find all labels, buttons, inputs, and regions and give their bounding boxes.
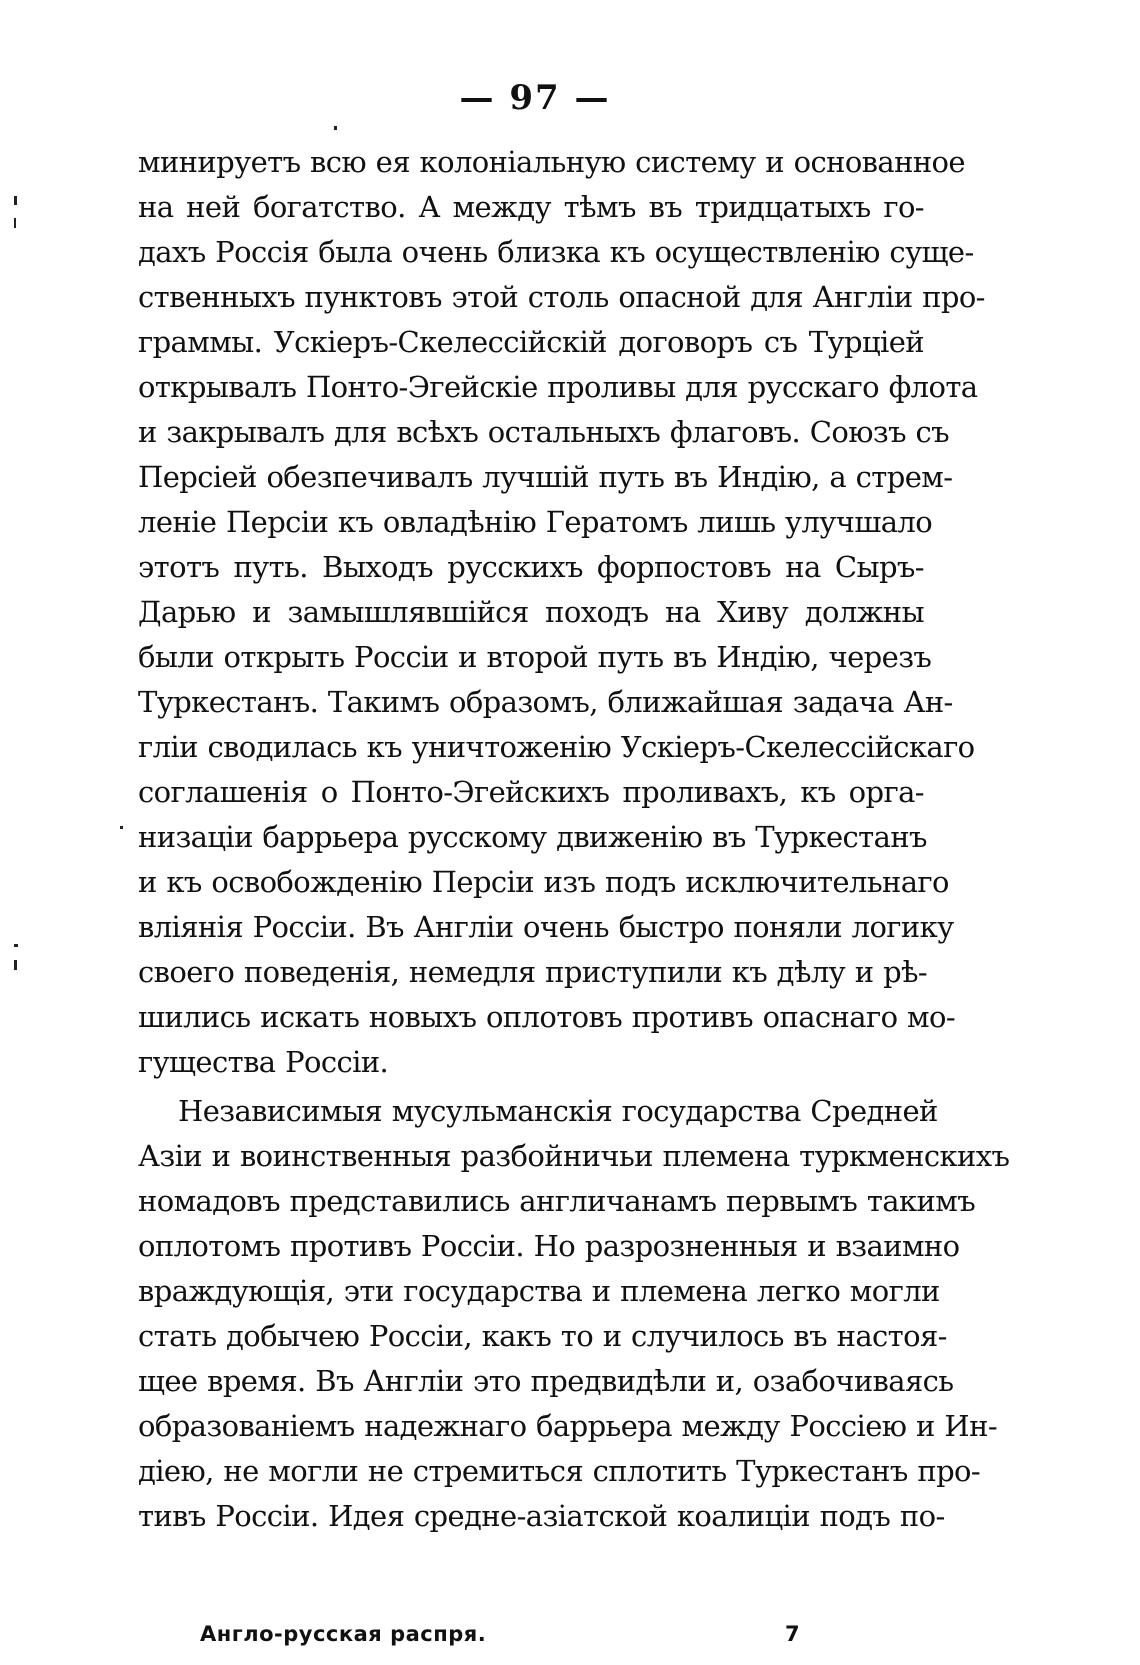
text-line: тивъ Россіи. Идея средне-азіатской коалиціи подъ по-	[138, 1499, 945, 1533]
text-line: Азіи и воинственныя разбойничьи племена туркменскихъ	[138, 1139, 1010, 1173]
text-line: низаціи баррьера русскому движенію въ Туркестанъ	[138, 820, 927, 854]
text-line: ственныхъ пунктовъ этой столь опасной для Англіи про-	[138, 280, 985, 314]
footer-book-title: Англо-русская распря.	[200, 1622, 487, 1646]
text-line: образованіемъ надежнаго баррьера между Россіею и Ин-	[138, 1409, 998, 1443]
text-line: гущества Россіи.	[138, 1045, 389, 1079]
text-line: Дарью и замышлявшійся походъ на Хиву должны	[138, 595, 924, 629]
text-line: гліи сводилась къ уничтоженію Ускіеръ-Скелессійскаго	[138, 730, 975, 764]
text-line: стать добычею Россіи, какъ то и случилось въ настоя-	[138, 1319, 947, 1353]
text-line: открывалъ Понто-Эгейскіе проливы для русскаго флота	[138, 370, 978, 404]
text-line: граммы. Ускіеръ-Скелессійскій договоръ съ Турціей	[138, 325, 924, 359]
text-line: враждующія, эти государства и племена легко могли	[138, 1274, 940, 1308]
scan-speck	[120, 826, 123, 829]
text-line: своего поведенія, немедля приступили къ дѣлу и рѣ-	[138, 955, 928, 989]
scan-speck	[14, 944, 18, 947]
text-line: леніе Персіи къ овладѣнію Гератомъ лишь улучшало	[138, 505, 933, 539]
text-line: на ней богатство. А между тѣмъ въ тридцатыхъ го-	[138, 190, 924, 224]
footer-signature-mark: 7	[785, 1622, 800, 1646]
scan-speck	[14, 960, 17, 970]
text-line: шились искать новыхъ оплотовъ противъ опаснаго мо-	[138, 1000, 956, 1034]
text-line: діею, не могли не стремиться сплотить Туркестанъ про-	[138, 1454, 981, 1488]
scan-speck	[334, 126, 337, 130]
body-text	[138, 140, 1010, 1539]
scan-speck	[14, 196, 17, 205]
text-line: Независимыя мусульманскія государства Средней	[178, 1094, 938, 1128]
text-line: дахъ Россія была очень близка къ осуществленію суще-	[138, 235, 974, 269]
text-line: этотъ путь. Выходъ русскихъ форпостовъ на Сыръ-	[138, 550, 924, 584]
scan-speck	[14, 218, 16, 228]
page-number-header: — 97 —	[459, 78, 611, 118]
text-line: и закрывалъ для всѣхъ остальныхъ флаговъ. Союзъ съ	[138, 415, 950, 449]
text-line: Персіей обезпечивалъ лучшій путь въ Индію, а стрем-	[138, 460, 953, 494]
text-line: вліянія Россіи. Въ Англіи очень быстро поняли логику	[138, 910, 954, 944]
text-line: минируетъ всю ея колоніальную систему и основанное	[138, 145, 965, 179]
text-line: номадовъ представились англичанамъ первымъ такимъ	[138, 1184, 976, 1218]
text-line: соглашенія о Понто-Эгейскихъ проливахъ, къ орга-	[138, 775, 924, 809]
text-line: и къ освобожденію Персіи изъ подъ исключительнаго	[138, 865, 949, 899]
text-line: щее время. Въ Англіи это предвидѣли и, озабочиваясь	[138, 1364, 954, 1398]
text-line: Туркестанъ. Такимъ образомъ, ближайшая задача Ан-	[138, 685, 953, 719]
text-line: оплотомъ противъ Россіи. Но разрозненныя и взаимно	[138, 1229, 960, 1263]
text-line: были открыть Россіи и второй путь въ Индію, черезъ	[138, 640, 932, 674]
